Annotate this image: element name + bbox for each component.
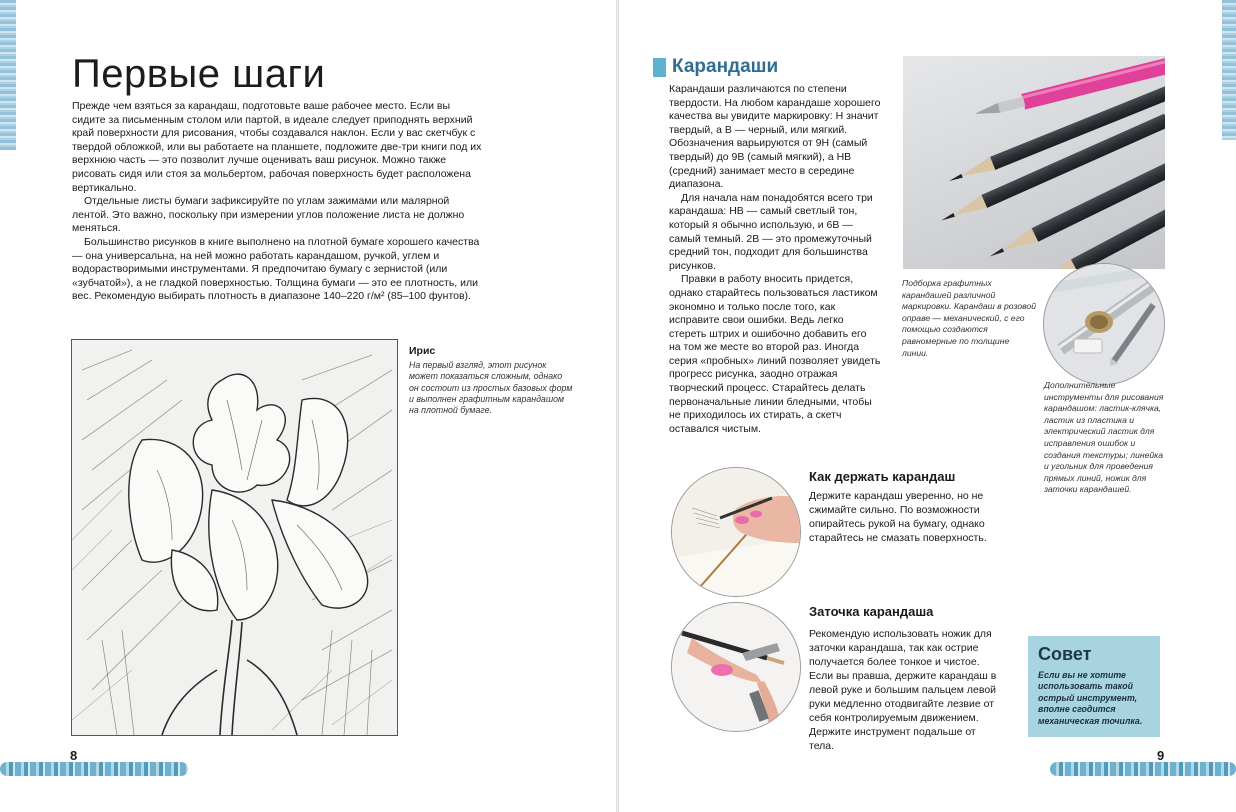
tip-box — [1028, 636, 1160, 737]
pencils-text — [669, 83, 881, 436]
decorative-brush-stroke — [1222, 0, 1236, 140]
paragraph: Отдельные листы бумаги зафиксируйте по углам зажимами или малярной лентой. Это важно, поскольку при измерении углов положение листа не должно меняться. — [72, 195, 465, 235]
drawing-caption-text: На первый взгляд, этот рисунок может показаться сложным, однако он состоит из простых базовых форм и выполнен графитным карандашом на плотной бумаге. — [409, 360, 573, 416]
paragraph: Правки в работу вносить придется, однако старайтесь пользоваться ластиком экономно и только после того, как исправите свои ошибки. Ведь легко стереть штрих и ошибочно добавить его на том же месте во второй раз. Иногда серия «пробных» линий позволяет увидеть прогресс рисунка, заодно отражая творческий процесс. Старайтесь делать первоначальные линии бледными, чтобы не приходилось их стирать, а скетч оставался чистым. — [669, 273, 881, 435]
sharpen-heading: Заточка карандаша — [809, 604, 934, 619]
holding-pencil-photo — [671, 467, 801, 597]
decorative-brush-stroke — [0, 762, 188, 776]
paragraph: Для начала нам понадобятся всего три карандаша: НВ — самый светлый тон, который я обычно использую, и 6В — самый темный. 2В — это промежуточный средний тон, подходит для большинства рисунков. — [669, 191, 873, 272]
right-page — [619, 0, 1236, 812]
left-page — [0, 0, 617, 812]
drawing-caption-title: Ирис — [409, 345, 436, 357]
iris-drawing — [71, 339, 398, 736]
tools-photo — [1043, 263, 1165, 385]
paragraph: Большинство рисунков в книге выполнено на плотной бумаге хорошего качества — она универсальна, на ней можно работать карандашом, ручкой, углем и водорастворимыми инструментами. Я предпочитаю бумагу с зернистой (или «зубчатой»), а не гладкой поверхностью. Толщина бумаги — это ее плотность, или вес. Рекомендую выбирать плотность в диапазоне 140–220 г/м² (85–100 фунтов). — [72, 235, 480, 303]
hold-heading: Как держать карандаш — [809, 469, 956, 484]
paragraph: Карандаши различаются по степени твердости. На любом карандаше хорошего качества вы увидите маркировку: Н значит твердый, а В — черный, или мягкий. Обозначения варьируются от 9Н (самый твердый) до 9В (самый мягкий), а НВ (средний) занимает место в середине диапазона. — [669, 83, 881, 191]
hold-text: Держите карандаш уверенно, но не сжимайте сильно. По возможности опирайтесь рукой на бумагу, однако старайтесь не смазать поверхность. — [809, 490, 987, 544]
sharpen-text: Рекомендую использовать ножик для заточки карандаша, так как острие получается более тонкое и чистое. Если вы правша, держите карандаш в левой руке и большим пальцем левой руки медленно отодвигайте лезвие от себя контролируемым движением. Держите инструмент подальше от тела. — [809, 628, 997, 752]
page-number: 8 — [70, 748, 78, 763]
intro-text — [72, 100, 484, 304]
heading-marker-square — [653, 58, 666, 77]
pencils-caption: Подборка графитных карандашей различной маркировки. Карандаш в розовой оправе — механический, с его помощью создаются равномерные по толщине линии. — [902, 278, 1036, 358]
decorative-brush-stroke — [0, 0, 16, 150]
page-title: Первые шаги — [72, 52, 326, 96]
page-number: 9 — [1157, 748, 1165, 763]
pencils-photo — [903, 56, 1165, 269]
tip-title: Совет — [1038, 644, 1092, 664]
drawing-caption — [409, 345, 574, 416]
section-title: Карандаши — [672, 56, 779, 77]
paragraph: Прежде чем взяться за карандаш, подготовьте ваше рабочее место. Если вы сидите за письменным столом или партой, в идеале следует приподнять верхний край поверхности для рисования, чтобы создавался наклон. Если у вас скетчбук с твердой обложкой, или вы работаете на планшете, подложите две-три книги под их верхнюю часть — это позволит лучше оценивать ваш рисунок. Можно также рисовать сидя или стоя за мольбертом, рабочая поверхность будет расположена вертикально. — [72, 100, 482, 194]
tip-text: Если вы не хотите использовать такой острый инструмент, вполне сгодится механическая точилка. — [1038, 670, 1143, 726]
decorative-brush-stroke — [1050, 762, 1236, 776]
sharpening-photo — [671, 602, 801, 732]
tools-caption: Дополнительные инструменты для рисования карандашом: ластик-клячка, ластик из пластика и электрический ластик для исправления ошибок и создания текстуры; линейка и угольник для проведения прямых линий, ножик для заточки карандашей. — [1044, 380, 1164, 495]
section-heading — [653, 56, 778, 78]
